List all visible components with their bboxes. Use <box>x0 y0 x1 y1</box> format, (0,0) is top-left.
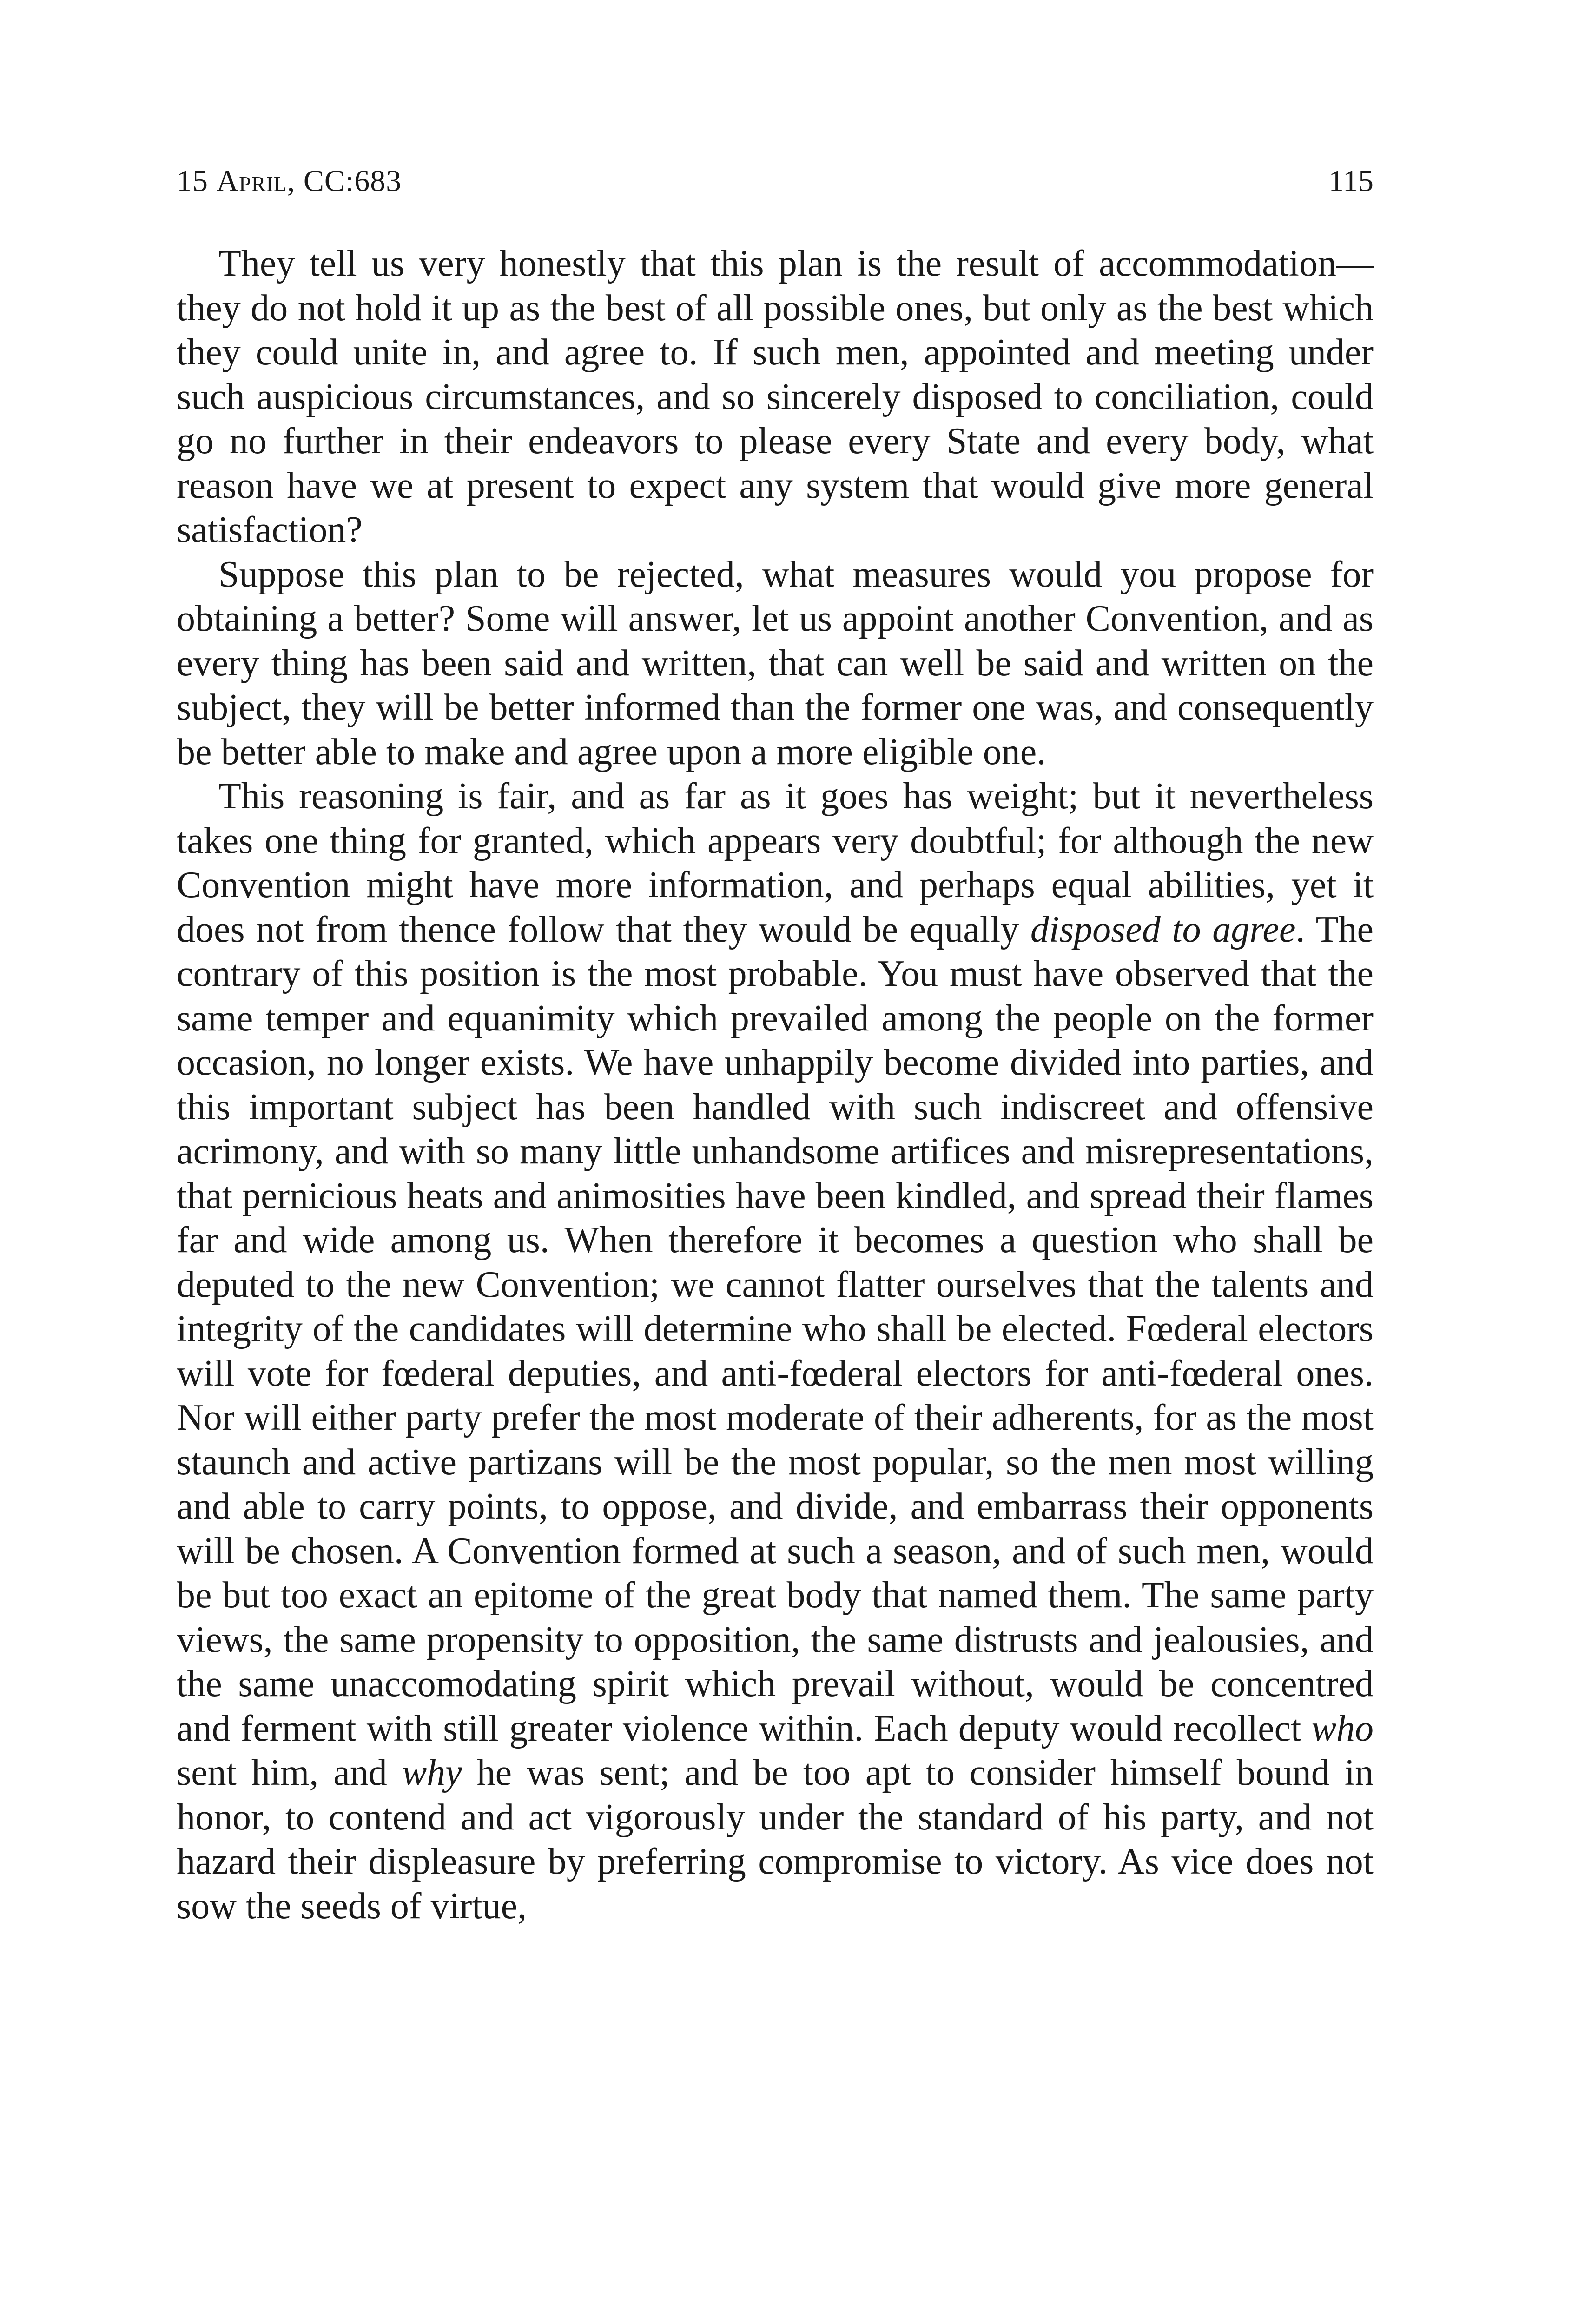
paragraph-text: . The contrary of this position is the most probable. You must have observed that the same temper and equanimity which prevailed among the people on the former occasion, no longer exists. We have unhappily become divided into parties, and this important subject has been handled with such indiscreet and offensive acrimony, and with so many little unhandsome artifices and misrepresentations, that pernicious heats and animosities have been kindled, and spread their flames far and wide among us. When therefore it becomes a question who shall be deputed to the new Convention; we cannot flatter ourselves that the talents and integrity of the candidates will determine who shall be elected. Fœderal electors will vote for fœderal deputies, and anti-fœderal electors for anti-fœderal ones. Nor will either party prefer the most moderate of their adherents, for as the most staunch and active partizans will be the most popular, so the men most willing and able to carry points, to oppose, and divide, and embarrass their opponents will be chosen. A Convention formed at such a season, and of such men, would be but too exact an epitome of the great body that named them. The same party views, the same propensity to opposition, the same distrusts and jealousies, and the same unaccomodating spirit which prevail without, would be concentred and ferment with still greater violence within. Each deputy would recollect <box>177 909 1374 1749</box>
paragraph-3 <box>177 774 1374 1928</box>
running-head-month: April <box>216 164 287 198</box>
paragraph-text: This reasoning is fair, and as far as it goes has weight; but it nevertheless takes one thing for granted, which appears very doubtful; for although the new Convention might have more information, and perhaps equal abilities, yet it does not from thence follow that they would be equally <box>177 776 1374 950</box>
running-head-left <box>177 160 402 202</box>
paragraph-1 <box>177 242 1374 553</box>
paragraph-2 <box>177 553 1374 775</box>
paragraph-text: he was sent; and be too apt to consider himself bound in honor, to contend and act vigorously under the standard of his party, and not hazard their displeasure by preferring compromise to victory. As vice does not sow the seeds of virtue, <box>177 1752 1374 1927</box>
italic-phrase: disposed to agree <box>1030 909 1296 950</box>
running-head-prefix: 15 <box>177 164 217 198</box>
running-head-suffix: , CC:683 <box>287 164 402 198</box>
body-text <box>177 242 1374 1928</box>
running-head <box>177 160 1374 202</box>
paragraph-text: They tell us very honestly that this plan is the result of accommodation—they do not hold it up as the best of all possible ones, but only as the best which they could unite in, and agree to. If such men, appointed and meeting under such auspicious circumstances, and so sincerely disposed to conciliation, could go no further in their endeavors to please every State and every body, what reason have we at present to expect any system that would give more general satisfaction? <box>177 243 1374 550</box>
italic-word: why <box>402 1752 462 1793</box>
paragraph-text: Suppose this plan to be rejected, what measures would you propose for obtaining a better? Some will answer, let us appoint another Convention, and as every thing has been said and written, that can well be said and written on the subject, they will be better informed than the former one was, and consequently be better able to make and agree upon a more eligible one. <box>177 554 1374 772</box>
paragraph-text: sent him, and <box>177 1752 402 1793</box>
italic-word: who <box>1311 1708 1374 1749</box>
page-number: 115 <box>1328 164 1374 198</box>
